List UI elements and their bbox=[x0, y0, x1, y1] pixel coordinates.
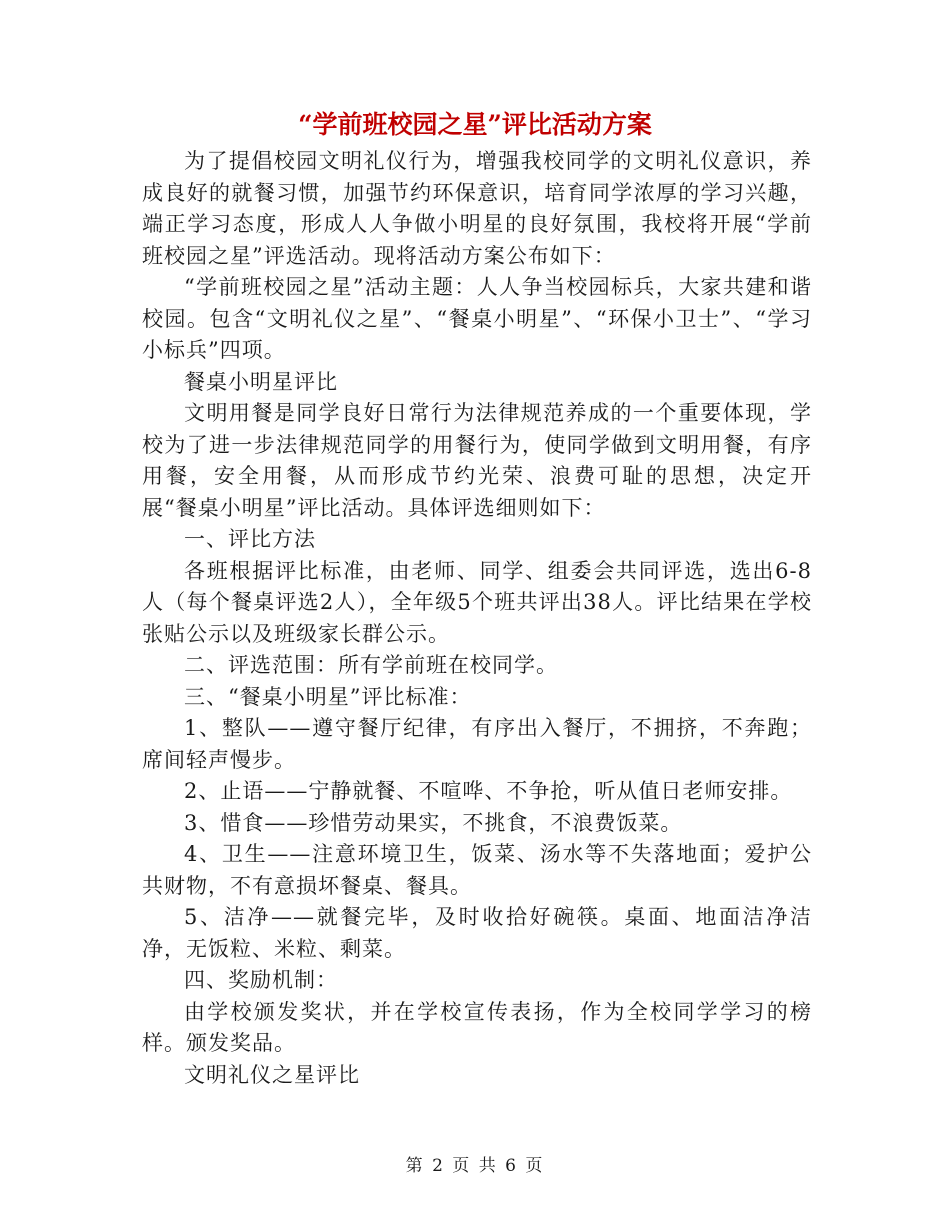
criteria-item-3: 3、惜食——珍惜劳动果实，不挑食，不浪费饭菜。 bbox=[184, 810, 683, 835]
section-heading-etiquette-star: 文明礼仪之星评比 bbox=[184, 1062, 360, 1087]
heading-criteria: 三、“餐桌小明星”评比标准： bbox=[184, 684, 472, 709]
document-body bbox=[142, 146, 812, 1091]
paragraph-scope: 二、评选范围：所有学前班在校同学。 bbox=[184, 653, 558, 677]
criteria-item-2: 2、止语——宁静就餐、不喧哗、不争抢，听从值日老师安排。 bbox=[184, 779, 793, 803]
paragraph-intro: 为了提倡校园文明礼仪行为，增强我校同学的文明礼仪意识，养成良好的就餐习惯，加强节约环保意识，培育同学浓厚的学习兴趣，端正学习态度，形成人人争做小明星的良好氛围，我校将开展“学前班校园之星”评选活动。现将活动方案公布如下： bbox=[142, 149, 812, 268]
criteria-item-5: 5、洁净——就餐完毕，及时收拾好碗筷。桌面、地面洁净洁净，无饭粒、米粒、剩菜。 bbox=[142, 905, 812, 961]
paragraph-theme: “学前班校园之星”活动主题：人人争当校园标兵，大家共建和谐校园。包含“文明礼仪之星”、“餐桌小明星”、“环保小卫士”、“学习小标兵”四项。 bbox=[142, 275, 812, 362]
paragraph-table-star-intro: 文明用餐是同学良好日常行为法律规范养成的一个重要体现，学校为了进一步法律规范同学的用餐行为，使同学做到文明用餐，有序用餐，安全用餐，从而形成节约光荣、浪费可耻的思想，决定开展“餐桌小明星”评比活动。具体评选细则如下： bbox=[142, 401, 812, 520]
section-heading-table-star: 餐桌小明星评比 bbox=[184, 369, 338, 394]
paragraph-rewards: 由学校颁发奖状，并在学校宣传表扬，作为全校同学学习的榜样。颁发奖品。 bbox=[142, 999, 812, 1055]
page-number-footer: 第 2 页 共 6 页 bbox=[405, 1156, 545, 1176]
criteria-item-4: 4、卫生——注意环境卫生，饭菜、汤水等不失落地面；爱护公共财物，不有意损坏餐桌、餐具。 bbox=[142, 842, 812, 898]
paragraph-method: 各班根据评比标准，由老师、同学、组委会共同评选，选出6-8人（每个餐桌评选2人），全年级5个班共评出38人。评比结果在学校张贴公示以及班级家长群公示。 bbox=[142, 558, 812, 646]
heading-method: 一、评比方法 bbox=[184, 527, 316, 551]
document-title: “学前班校园之星”评比活动方案 bbox=[298, 110, 652, 139]
heading-rewards: 四、奖励机制： bbox=[184, 968, 338, 992]
criteria-item-1: 1、整队——遵守餐厅纪律，有序出入餐厅，不拥挤，不奔跑；席间轻声慢步。 bbox=[142, 716, 812, 772]
